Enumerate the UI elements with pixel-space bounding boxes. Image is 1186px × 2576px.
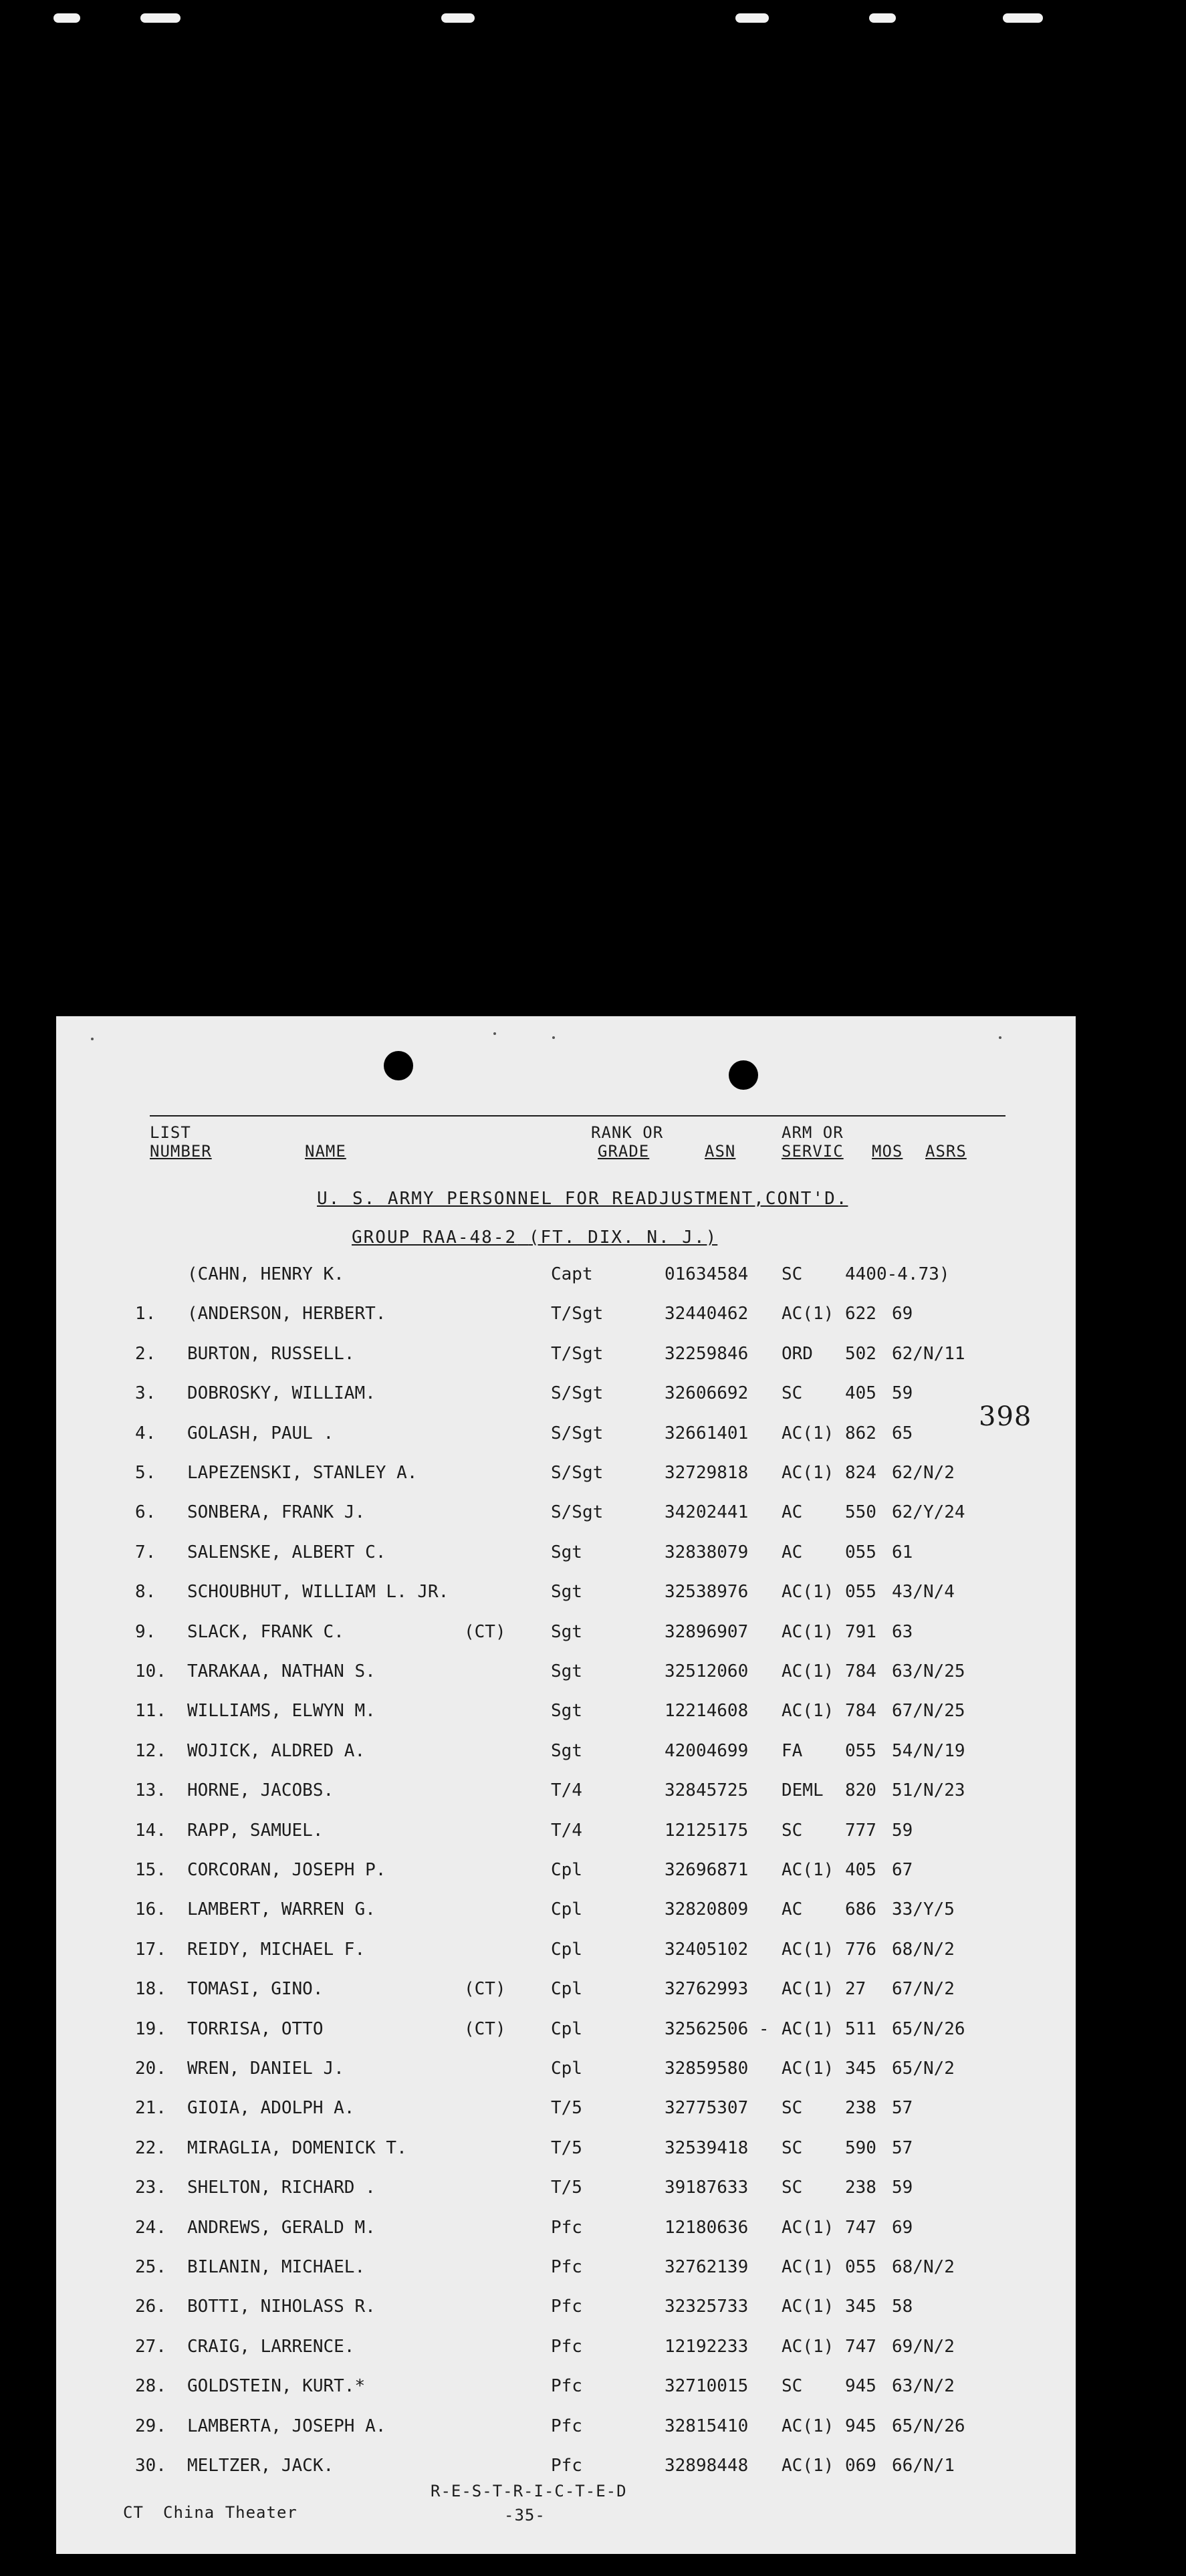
cell-name: LAMBERT, WARREN G.	[187, 1899, 376, 1920]
cell-asrs: 69/N/2	[892, 2336, 955, 2357]
cell-num: 23.	[135, 2178, 166, 2198]
cell-num: 14.	[135, 1820, 166, 1841]
cell-num: 3.	[135, 1383, 156, 1404]
cell-name: SONBERA, FRANK J.	[187, 1502, 366, 1523]
cell-asrs: 65/N/26	[892, 2018, 965, 2039]
cell-num: 15.	[135, 1860, 166, 1880]
cell-asn: 32898448	[665, 2456, 749, 2476]
film-edge-mark	[53, 13, 80, 23]
table-row	[56, 1420, 1076, 1447]
cell-asrs: 69	[892, 1304, 913, 1324]
table-row	[56, 1857, 1076, 1883]
cell-num: 6.	[135, 1502, 156, 1523]
cell-asn: 39187633	[665, 2178, 749, 2198]
cell-name: TOMASI, GINO.	[187, 1979, 324, 2000]
cell-rank: T/Sgt	[551, 1343, 604, 1364]
table-row	[56, 1261, 1076, 1288]
group-title	[352, 1227, 717, 1248]
cell-arm: SC	[782, 2098, 803, 2119]
cell-arm: SC	[782, 1383, 803, 1404]
cell-asrs: 67/N/25	[892, 1701, 965, 1722]
cell-arm: AC(1)	[782, 1860, 834, 1880]
table-row	[56, 2293, 1076, 2320]
cell-asn: 01634584	[665, 1264, 749, 1284]
cell-asn: 12125175	[665, 1820, 749, 1841]
cell-arm: AC(1)	[782, 2018, 834, 2039]
speck	[999, 1036, 1001, 1039]
cell-name: SHELTON, RICHARD .	[187, 2178, 376, 2198]
speck	[552, 1036, 555, 1039]
cell-asrs: 54/N/19	[892, 1740, 965, 1761]
cell-rank: T/5	[551, 2137, 582, 2158]
cell-rank: Cpl	[551, 1860, 582, 1880]
table-row	[56, 1539, 1076, 1566]
table-row	[56, 1976, 1076, 2002]
cell-mos: 590	[845, 2137, 876, 2158]
cell-arm: AC(1)	[782, 1939, 834, 1960]
cell-num: 22.	[135, 2137, 166, 2158]
cell-num: 11.	[135, 1701, 166, 1722]
cell-rank: S/Sgt	[551, 1423, 604, 1443]
cell-arm: DEML	[782, 1780, 824, 1801]
cell-asrs: 59	[892, 2178, 913, 2198]
cell-arm: AC(1)	[782, 1701, 834, 1722]
cell-asrs: 69	[892, 2217, 913, 2238]
cell-arm: SC	[782, 2178, 803, 2198]
speck	[91, 1038, 94, 1040]
cell-asrs: 68/N/2	[892, 1939, 955, 1960]
table-row	[56, 2095, 1076, 2121]
table-row	[56, 2452, 1076, 2479]
cell-asrs: 67/N/2	[892, 1979, 955, 2000]
cell-num: 19.	[135, 2018, 166, 2039]
cell-arm: SC	[782, 2376, 803, 2397]
cell-rank: S/Sgt	[551, 1463, 604, 1483]
cell-asn: 32405102	[665, 1939, 749, 1960]
cell-name: ANDREWS, GERALD M.	[187, 2217, 376, 2238]
cell-asn: 42004699	[665, 1740, 749, 1761]
cell-asrs: 58	[892, 2297, 913, 2317]
cell-asrs: 67	[892, 1860, 913, 1880]
cell-num: 8.	[135, 1582, 156, 1603]
header-arm-line2: SERVIC	[782, 1142, 844, 1161]
table-row	[56, 1738, 1076, 1764]
cell-asn: 32562506 -	[665, 2018, 769, 2039]
cell-rank: Pfc	[551, 2217, 582, 2238]
cell-mos: 784	[845, 1661, 876, 1681]
cell-asn: 32661401	[665, 1423, 749, 1443]
header-rank-line1: RANK OR	[591, 1123, 664, 1142]
cell-num: 12.	[135, 1740, 166, 1761]
table-row	[56, 1380, 1076, 1407]
cell-mos: 055	[845, 1740, 876, 1761]
header-rank-line2: GRADE	[598, 1142, 650, 1161]
cell-arm: AC(1)	[782, 2059, 834, 2079]
table-row	[56, 2174, 1076, 2201]
cell-arm: AC(1)	[782, 2297, 834, 2317]
cell-asn: 32775307	[665, 2098, 749, 2119]
header-asn: ASN	[705, 1142, 736, 1161]
table-row	[56, 1619, 1076, 1645]
cell-arm: AC(1)	[782, 2416, 834, 2436]
cell-asrs: 33/Y/5	[892, 1899, 955, 1920]
cell-rank: Cpl	[551, 2018, 582, 2039]
cell-asn: 12214608	[665, 1701, 749, 1722]
cell-num: 9.	[135, 1621, 156, 1642]
cell-note: (CT)	[464, 1621, 506, 1642]
legend-code: CT	[123, 2503, 144, 2522]
header-top-rule	[150, 1115, 1005, 1117]
cell-mos: 055	[845, 1542, 876, 1562]
cell-num: 2.	[135, 1343, 156, 1364]
cell-name: SLACK, FRANK C.	[187, 1621, 344, 1642]
restricted-marking: R-E-S-T-R-I-C-T-E-D	[431, 2482, 627, 2500]
cell-mos: 4400-4.73)	[845, 1264, 950, 1284]
header-name: NAME	[305, 1142, 346, 1161]
cell-name: GOLDSTEIN, KURT.*	[187, 2376, 366, 2397]
cell-asn: 32762139	[665, 2257, 749, 2277]
cell-asrs: 59	[892, 1383, 913, 1404]
cell-name: DOBROSKY, WILLIAM.	[187, 1383, 376, 1404]
cell-name: WOJICK, ALDRED A.	[187, 1740, 366, 1761]
cell-asrs: 62/N/2	[892, 1463, 955, 1483]
cell-asn: 32606692	[665, 1383, 749, 1404]
table-row	[56, 1777, 1076, 1804]
cell-name: TARAKAA, NATHAN S.	[187, 1661, 376, 1681]
cell-arm: SC	[782, 1820, 803, 1841]
cell-rank: Sgt	[551, 1701, 582, 1722]
cell-asn: 32325733	[665, 2297, 749, 2317]
cell-rank: T/4	[551, 1820, 582, 1841]
cell-mos: 776	[845, 1939, 876, 1960]
cell-name: GIOIA, ADOLPH A.	[187, 2098, 355, 2119]
cell-name: GOLASH, PAUL .	[187, 1423, 334, 1443]
cell-num: 27.	[135, 2336, 166, 2357]
cell-name: MELTZER, JACK.	[187, 2456, 334, 2476]
header-list-number-line1: LIST	[150, 1123, 191, 1142]
cell-asn: 32845725	[665, 1780, 749, 1801]
cell-arm: FA	[782, 1740, 803, 1761]
cell-arm: AC(1)	[782, 1423, 834, 1443]
table-row	[56, 1459, 1076, 1486]
cell-asrs: 62/Y/24	[892, 1502, 965, 1523]
cell-num: 1.	[135, 1304, 156, 1324]
cell-name: CORCORAN, JOSEPH P.	[187, 1860, 386, 1880]
table-row	[56, 1936, 1076, 1963]
cell-mos: 686	[845, 1899, 876, 1920]
cell-asn: 34202441	[665, 1502, 749, 1523]
cell-name: (CAHN, HENRY K.	[187, 1264, 344, 1284]
cell-arm: AC(1)	[782, 1582, 834, 1603]
table-row	[56, 1896, 1076, 1923]
cell-asrs: 57	[892, 2137, 913, 2158]
cell-rank: T/5	[551, 2178, 582, 2198]
cell-asrs: 63	[892, 1621, 913, 1642]
cell-note: (CT)	[464, 2018, 506, 2039]
cell-asn: 32539418	[665, 2137, 749, 2158]
cell-mos: 405	[845, 1860, 876, 1880]
cell-num: 20.	[135, 2059, 166, 2079]
table-row	[56, 1340, 1076, 1367]
cell-mos: 945	[845, 2376, 876, 2397]
table-row	[56, 2333, 1076, 2360]
cell-num: 28.	[135, 2376, 166, 2397]
cell-mos: 777	[845, 1820, 876, 1841]
page-number: -35-	[504, 2506, 546, 2525]
section-title: U. S. ARMY PERSONNEL FOR READJUSTMENT,CONT'D.	[317, 1189, 848, 1209]
speck	[493, 1032, 496, 1035]
cell-num: 16.	[135, 1899, 166, 1920]
cell-num: 18.	[135, 1979, 166, 2000]
cell-rank: Sgt	[551, 1621, 582, 1642]
cell-arm: AC(1)	[782, 1304, 834, 1324]
cell-asrs: 62/N/11	[892, 1343, 965, 1364]
cell-name: REIDY, MICHAEL F.	[187, 1939, 366, 1960]
cell-name: RAPP, SAMUEL.	[187, 1820, 324, 1841]
cell-rank: T/Sgt	[551, 1304, 604, 1324]
cell-mos: 784	[845, 1701, 876, 1722]
cell-arm: AC(1)	[782, 1463, 834, 1483]
cell-rank: Sgt	[551, 1661, 582, 1681]
cell-num: 26.	[135, 2297, 166, 2317]
cell-name: LAPEZENSKI, STANLEY A.	[187, 1463, 418, 1483]
cell-mos: 791	[845, 1621, 876, 1642]
cell-rank: Sgt	[551, 1740, 582, 1761]
cell-arm: AC(1)	[782, 2456, 834, 2476]
cell-mos: 622	[845, 1304, 876, 1324]
header-asrs: ASRS	[925, 1142, 967, 1161]
cell-num: 24.	[135, 2217, 166, 2238]
cell-mos: 055	[845, 2257, 876, 2277]
cell-asn: 32838079	[665, 1542, 749, 1562]
table-row	[56, 2055, 1076, 2082]
cell-asrs: 66/N/1	[892, 2456, 955, 2476]
cell-mos: 945	[845, 2416, 876, 2436]
cell-mos: 820	[845, 1780, 876, 1801]
cell-mos: 747	[845, 2217, 876, 2238]
cell-rank: S/Sgt	[551, 1383, 604, 1404]
cell-asrs: 65/N/2	[892, 2059, 955, 2079]
cell-asrs: 43/N/4	[892, 1582, 955, 1603]
cell-name: WILLIAMS, ELWYN M.	[187, 1701, 376, 1722]
cell-arm: SC	[782, 1264, 803, 1284]
cell-arm: AC(1)	[782, 1661, 834, 1681]
cell-mos: 055	[845, 1582, 876, 1603]
cell-name: WREN, DANIEL J.	[187, 2059, 344, 2079]
cell-name: CRAIG, LARRENCE.	[187, 2336, 355, 2357]
cell-num: 25.	[135, 2257, 166, 2277]
cell-asrs: 59	[892, 1820, 913, 1841]
cell-asn: 32538976	[665, 1582, 749, 1603]
table-row	[56, 1578, 1076, 1605]
cell-rank: Pfc	[551, 2416, 582, 2436]
table-row	[56, 2016, 1076, 2042]
cell-mos: 824	[845, 1463, 876, 1483]
table-row	[56, 2254, 1076, 2280]
cell-num: 7.	[135, 1542, 156, 1562]
cell-name: BURTON, RUSSELL.	[187, 1343, 355, 1364]
cell-asrs: 65/N/26	[892, 2416, 965, 2436]
cell-asn: 32512060	[665, 1661, 749, 1681]
punch-hole	[384, 1051, 413, 1080]
cell-name: HORNE, JACOBS.	[187, 1780, 334, 1801]
header-arm-line1: ARM OR	[782, 1123, 844, 1142]
cell-name: TORRISA, OTTO	[187, 2018, 324, 2039]
cell-num: 5.	[135, 1463, 156, 1483]
cell-mos: 747	[845, 2336, 876, 2357]
legend-text: China Theater	[163, 2503, 298, 2522]
cell-mos: 502	[845, 1343, 876, 1364]
cell-name: BOTTI, NIHOLASS R.	[187, 2297, 376, 2317]
cell-mos: 238	[845, 2098, 876, 2119]
header-list-number-line2: NUMBER	[150, 1142, 212, 1161]
cell-mos: 27	[845, 1979, 866, 2000]
table-row	[56, 1697, 1076, 1724]
table-row	[56, 1300, 1076, 1327]
document-page	[56, 1016, 1076, 2554]
cell-asn: 32820809	[665, 1899, 749, 1920]
table-row	[56, 2135, 1076, 2161]
cell-num: 29.	[135, 2416, 166, 2436]
cell-asn: 32696871	[665, 1860, 749, 1880]
cell-rank: Pfc	[551, 2456, 582, 2476]
cell-rank: Cpl	[551, 1899, 582, 1920]
cell-asn: 32815410	[665, 2416, 749, 2436]
cell-rank: Pfc	[551, 2297, 582, 2317]
cell-name: BILANIN, MICHAEL.	[187, 2257, 366, 2277]
cell-num: 4.	[135, 1423, 156, 1443]
cell-asn: 32729818	[665, 1463, 749, 1483]
cell-note: (CT)	[464, 1979, 506, 2000]
side-page-number: 398	[979, 1401, 1032, 1432]
punch-hole	[729, 1060, 758, 1090]
cell-mos: 345	[845, 2059, 876, 2079]
cell-num: 30.	[135, 2456, 166, 2476]
table-row	[56, 1817, 1076, 1844]
table-row	[56, 1658, 1076, 1685]
cell-arm: AC(1)	[782, 1979, 834, 2000]
table-row	[56, 2413, 1076, 2440]
cell-rank: T/5	[551, 2098, 582, 2119]
cell-rank: Cpl	[551, 2059, 582, 2079]
cell-num: 17.	[135, 1939, 166, 1960]
cell-rank: Sgt	[551, 1582, 582, 1603]
cell-asn: 32762993	[665, 1979, 749, 2000]
cell-mos: 069	[845, 2456, 876, 2476]
cell-asn: 32259846	[665, 1343, 749, 1364]
cell-rank: Cpl	[551, 1939, 582, 1960]
cell-mos: 238	[845, 2178, 876, 2198]
cell-rank: Capt	[551, 1264, 593, 1284]
cell-rank: S/Sgt	[551, 1502, 604, 1523]
group-code: GROUP RAA-48-2	[352, 1227, 517, 1248]
cell-asrs: 68/N/2	[892, 2257, 955, 2277]
cell-num: 10.	[135, 1661, 166, 1681]
cell-arm: AC(1)	[782, 1621, 834, 1642]
cell-asrs: 51/N/23	[892, 1780, 965, 1801]
cell-asrs: 63/N/2	[892, 2376, 955, 2397]
cell-asn: 32440462	[665, 1304, 749, 1324]
cell-asrs: 63/N/25	[892, 1661, 965, 1681]
cell-asn: 12180636	[665, 2217, 749, 2238]
cell-asrs: 57	[892, 2098, 913, 2119]
cell-arm: SC	[782, 2137, 803, 2158]
cell-rank: Sgt	[551, 1542, 582, 1562]
header-mos: MOS	[872, 1142, 903, 1161]
cell-arm: AC(1)	[782, 2217, 834, 2238]
cell-mos: 511	[845, 2018, 876, 2039]
cell-mos: 345	[845, 2297, 876, 2317]
film-edge-mark	[441, 13, 475, 23]
cell-name: MIRAGLIA, DOMENICK T.	[187, 2137, 407, 2158]
cell-asrs: 61	[892, 1542, 913, 1562]
cell-rank: Pfc	[551, 2336, 582, 2357]
film-edge-mark	[735, 13, 769, 23]
film-edge-mark	[869, 13, 896, 23]
group-location: (FT. DIX. N. J.)	[528, 1227, 718, 1248]
cell-name: LAMBERTA, JOSEPH A.	[187, 2416, 386, 2436]
cell-arm: ORD	[782, 1343, 813, 1364]
cell-asn: 12192233	[665, 2336, 749, 2357]
cell-rank: Pfc	[551, 2257, 582, 2277]
cell-name: SALENSKE, ALBERT C.	[187, 1542, 386, 1562]
cell-asn: 32896907	[665, 1621, 749, 1642]
film-edge-mark	[1003, 13, 1043, 23]
table-row	[56, 1499, 1076, 1526]
cell-asn: 32710015	[665, 2376, 749, 2397]
cell-rank: T/4	[551, 1780, 582, 1801]
cell-num: 13.	[135, 1780, 166, 1801]
cell-num: 21.	[135, 2098, 166, 2119]
cell-asrs: 65	[892, 1423, 913, 1443]
cell-mos: 862	[845, 1423, 876, 1443]
cell-mos: 405	[845, 1383, 876, 1404]
cell-arm: AC	[782, 1502, 803, 1523]
cell-arm: AC	[782, 1899, 803, 1920]
cell-asn: 32859580	[665, 2059, 749, 2079]
cell-arm: AC(1)	[782, 2336, 834, 2357]
table-row	[56, 2214, 1076, 2241]
cell-arm: AC	[782, 1542, 803, 1562]
cell-rank: Cpl	[551, 1979, 582, 2000]
cell-name: SCHOUBHUT, WILLIAM L. JR.	[187, 1582, 449, 1603]
cell-mos: 550	[845, 1502, 876, 1523]
cell-rank: Pfc	[551, 2376, 582, 2397]
cell-name: (ANDERSON, HERBERT.	[187, 1304, 386, 1324]
table-row	[56, 2373, 1076, 2399]
cell-arm: AC(1)	[782, 2257, 834, 2277]
film-edge-mark	[140, 13, 181, 23]
